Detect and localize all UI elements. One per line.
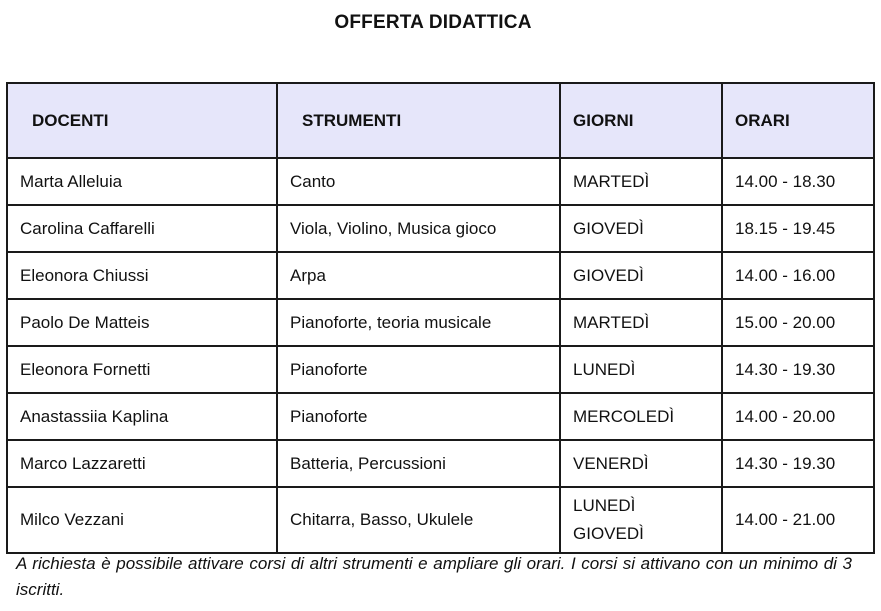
cell-docente: Eleonora Chiussi (7, 252, 277, 299)
cell-docente: Paolo De Matteis (7, 299, 277, 346)
day-label: GIOVEDÌ (573, 218, 644, 238)
day-label: LUNEDÌ (573, 359, 636, 379)
table-row (7, 252, 874, 299)
cell-giorni (560, 299, 722, 346)
cell-strumenti: Batteria, Percussioni (277, 440, 560, 487)
table-body (7, 158, 874, 553)
cell-orari: 14.00 - 20.00 (722, 393, 874, 440)
cell-orari: 14.00 - 16.00 (722, 252, 874, 299)
cell-orari: 18.15 - 19.45 (722, 205, 874, 252)
table-row (7, 158, 874, 205)
cell-docente: Eleonora Fornetti (7, 346, 277, 393)
cell-orari: 14.00 - 18.30 (722, 158, 874, 205)
cell-strumenti: Canto (277, 158, 560, 205)
table-row (7, 346, 874, 393)
cell-orari: 14.30 - 19.30 (722, 440, 874, 487)
cell-giorni (560, 346, 722, 393)
course-schedule-table (6, 82, 875, 554)
cell-docente: Marta Alleluia (7, 158, 277, 205)
day-label: GIOVEDÌ (573, 265, 644, 285)
cell-strumenti: Pianoforte (277, 346, 560, 393)
day-label: MARTEDÌ (573, 171, 650, 191)
cell-giorni (560, 440, 722, 487)
cell-giorni (560, 158, 722, 205)
cell-strumenti: Pianoforte (277, 393, 560, 440)
cell-giorni (560, 487, 722, 553)
cell-docente: Milco Vezzani (7, 487, 277, 553)
header-orari: ORARI (722, 83, 874, 158)
cell-docente: Marco Lazzaretti (7, 440, 277, 487)
table-row (7, 299, 874, 346)
cell-orari: 14.30 - 19.30 (722, 346, 874, 393)
table-header-row (7, 83, 874, 158)
cell-strumenti: Pianoforte, teoria musicale (277, 299, 560, 346)
cell-strumenti: Viola, Violino, Musica gioco (277, 205, 560, 252)
page-title: OFFERTA DIDATTICA (334, 12, 532, 33)
cell-giorni (560, 393, 722, 440)
table-row (7, 487, 874, 553)
day-label: MARTEDÌ (573, 312, 650, 332)
header-docenti: DOCENTI (7, 83, 277, 158)
table-row (7, 440, 874, 487)
cell-docente: Carolina Caffarelli (7, 205, 277, 252)
cell-giorni (560, 252, 722, 299)
cell-giorni (560, 205, 722, 252)
day-label: GIOVEDÌ (573, 524, 644, 543)
day-label: MERCOLEDÌ (573, 406, 675, 426)
header-strumenti: STRUMENTI (277, 83, 560, 158)
cell-orari: 14.00 - 21.00 (722, 487, 874, 553)
day-label: VENERDÌ (573, 453, 649, 473)
cell-docente: Anastassiia Kaplina (7, 393, 277, 440)
day-label: LUNEDÌ (573, 496, 636, 515)
cell-orari: 15.00 - 20.00 (722, 299, 874, 346)
header-giorni: GIORNI (560, 83, 722, 158)
cell-strumenti: Chitarra, Basso, Ukulele (277, 487, 560, 553)
cell-strumenti: Arpa (277, 252, 560, 299)
table-row (7, 393, 874, 440)
footnote: A richiesta è possibile attivare corsi di altri strumenti e ampliare gli orari. I corsi si attivano con un minimo di 3 iscritti. (16, 554, 852, 599)
table-row (7, 205, 874, 252)
